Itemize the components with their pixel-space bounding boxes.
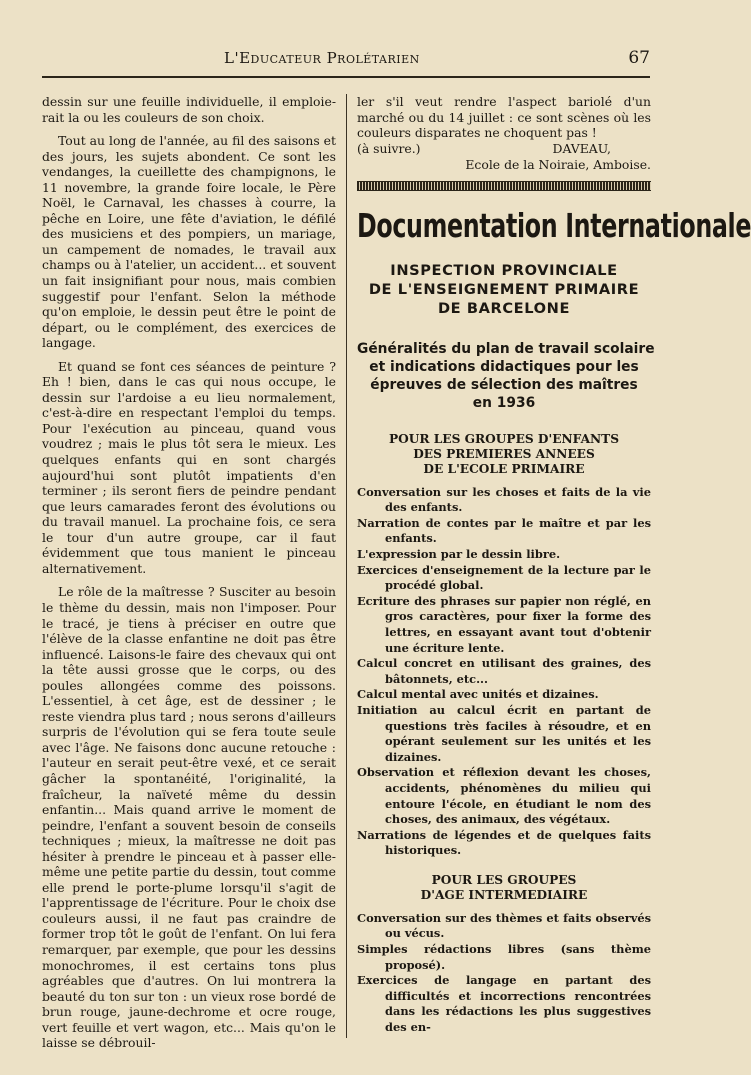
list-item: Simples rédactions libres (sans thème proposé). [357, 942, 651, 972]
heading-line: épreuves de sélection des maîtres [370, 376, 638, 393]
list-item: Narrations de légendes et de quelques faits historiques. [357, 827, 651, 858]
heading-line: DE BARCELONE [437, 299, 571, 317]
list-item: Calcul concret en utilisant des graines, des bâtonnets, etc... [357, 656, 651, 686]
page-number: 67 [628, 48, 650, 68]
journal-title: L'Educateur Prolétarien [224, 49, 420, 67]
list-item: Exercices de langage en partant des difficultés et incorrections rencontrées dans les rédactions les plus suggestives des en- [357, 973, 651, 1035]
list-item: Ecriture des phrases sur papier non réglé, en gros caractères, pour fixer la forme des lettres, en essayant avant tout d'obtenir une écriture lente. [357, 593, 651, 655]
group-heading [357, 873, 651, 903]
curriculum-list [357, 485, 651, 859]
heading-line: POUR LES GROUPES [431, 872, 577, 887]
heading-line: DE L'ENSEIGNEMENT PRIMAIRE [368, 280, 640, 298]
paragraph: dessin sur une feuille individuelle, il emploierait la ou les couleurs de son choix. [42, 94, 336, 125]
paragraph: Et quand se font ces séances de peinture ? Eh ! bien, dans le cas qui nous occupe, le dessin sur l'ardoise a eu lieu normalement, c'est-à-dire en respectant l'emploi du temps. Pour l'exécution au pinceau, quand vous voudrez ; mais le plus tôt sera le mieux. Les quelques enfants qui en sont chargés aujourd'hui sont plutôt impatients d'en terminer ; ils seront fiers de peindre pendant que leurs camarades feront des évolutions ou du travail manuel. La prochaine fois, ce sera le tour d'un autre groupe, car il faut évidemment que tous manient le pinceau alternativement. [42, 358, 336, 576]
generalities-heading [357, 340, 655, 412]
paragraph: Le rôle de la maîtresse ? Susciter au besoin le thème du dessin, mais non l'imposer. Pour le tracé, je tiens à préciser en outre que l'élève de la classe enfantine ne doit pas être influencé. Laisons-le faire des chevaux qui ont la tête aussi grosse que le corps, ou des poules allongées comme des poissons. L'essentiel, à cet âge, est de dessiner ; le reste viendra plus tard ; nous serons d'ailleurs surpris de l'évolution qui se fera toute seule avec l'âge. Ne faisons donc aucune retouche : l'auteur en serait peut-être vexé, et ce serait gâcher la spontanéité, l'originalité, la fraîcheur, la naïveté même du dessin enfantin... Mais quand arrive le moment de peindre, l'enfant a souvent besoin de conseils techniques ; mieux, la maîtresse ne doit pas hésiter à prendre le pinceau et à passer elle-même une petite partie du dessin, tout comme elle prend le porte-plume lorsqu'il s'agit de l'apprentissage de l'écriture. Pour le choix dse couleurs aussi, il ne faut pas craindre de former trop tôt le goût de l'enfant. On lui fera remarquer, par exemple, que pour les dessins monochromes, il est certains tons plus agréables que d'autres. On lui montrera la beauté du ton sur ton : un vieux rose bordé de brun rouge, jaune-dechrome et ocre rouge, vert feuille et vert wagon, etc... Mais qu'on le laisse se débrouil- [42, 584, 336, 1051]
heading-line: D'AGE INTERMEDIAIRE [420, 887, 588, 902]
article-ending [357, 94, 651, 141]
list-item: Conversation sur les choses et faits de la vie des enfants. [357, 484, 651, 515]
heading-line: en 1936 [472, 394, 536, 411]
heading-line: POUR LES GROUPES D'ENFANTS [388, 431, 620, 446]
heading-line: DE L'ECOLE PRIMAIRE [423, 461, 585, 476]
section-title: Documentation Internationale [357, 205, 751, 245]
right-column [357, 94, 751, 1050]
heading-line: Généralités du plan de travail scolaire [357, 340, 655, 357]
heading-line: DES PREMIERES ANNEES [413, 446, 595, 461]
to-be-continued-note: (à suivre.) [357, 140, 421, 156]
list-item: Initiation au calcul écrit en partant de questions très faciles à résoudre, et en opérant seulement sur les unités et les dizaines. [357, 702, 651, 764]
list-item: Calcul mental avec unités et dizaines. [357, 687, 599, 702]
decorative-divider [357, 181, 651, 191]
list-item: Observation et réflexion devant les choses, accidents, phénomènes du milieu qui entoure l'école, en étudiant le nom des choses, des animaux, des végétaux. [357, 765, 651, 827]
list-item: Conversation sur des thèmes et faits observés ou vécus. [357, 910, 651, 941]
column-divider [346, 94, 347, 1038]
author-name: DAVEAU, [552, 140, 611, 156]
paragraph: Tout au long de l'année, au fil des saisons et des jours, les sujets abondent. Ce sont les vendanges, la cueillette des champignons, le 11 novembre, la grande foire locale, le Père Noël, le Carnaval, les chasses à courre, la pêche en Loire, une fête d'aviation, le défilé des musiciens et des pompiers, un mariage, un campement de nomades, le travail aux champs ou à l'atelier, un accident... et souvent un fait insignifiant pour nous, mais combien suggestif pour l'enfant. Selon la méthode qu'on emploie, le dessin peut être le point de départ, ou le complément, des exercices de langage. [42, 133, 336, 351]
heading-line: INSPECTION PROVINCIALE [390, 261, 618, 279]
author-school: Ecole de la Noiraie, Amboise. [465, 156, 651, 172]
list-item: L'expression par le dessin libre. [357, 547, 561, 562]
list-item: Exercices d'enseignement de la lecture par le procédé global. [357, 562, 651, 593]
group-heading [357, 432, 651, 477]
left-column [42, 94, 336, 1059]
inspection-heading [357, 261, 651, 318]
list-item: Narration de contes par le maître et par les enfants. [357, 515, 651, 546]
signature-block [357, 141, 651, 171]
paragraph: ler s'il veut rendre l'aspect bariolé d'un marché ou du 14 juillet : ce sont scènes où les couleurs disparates ne choquent pas ! [357, 94, 651, 141]
curriculum-list [357, 911, 651, 1036]
heading-line: et indications didactiques pour les [369, 358, 639, 375]
running-header [42, 46, 650, 78]
